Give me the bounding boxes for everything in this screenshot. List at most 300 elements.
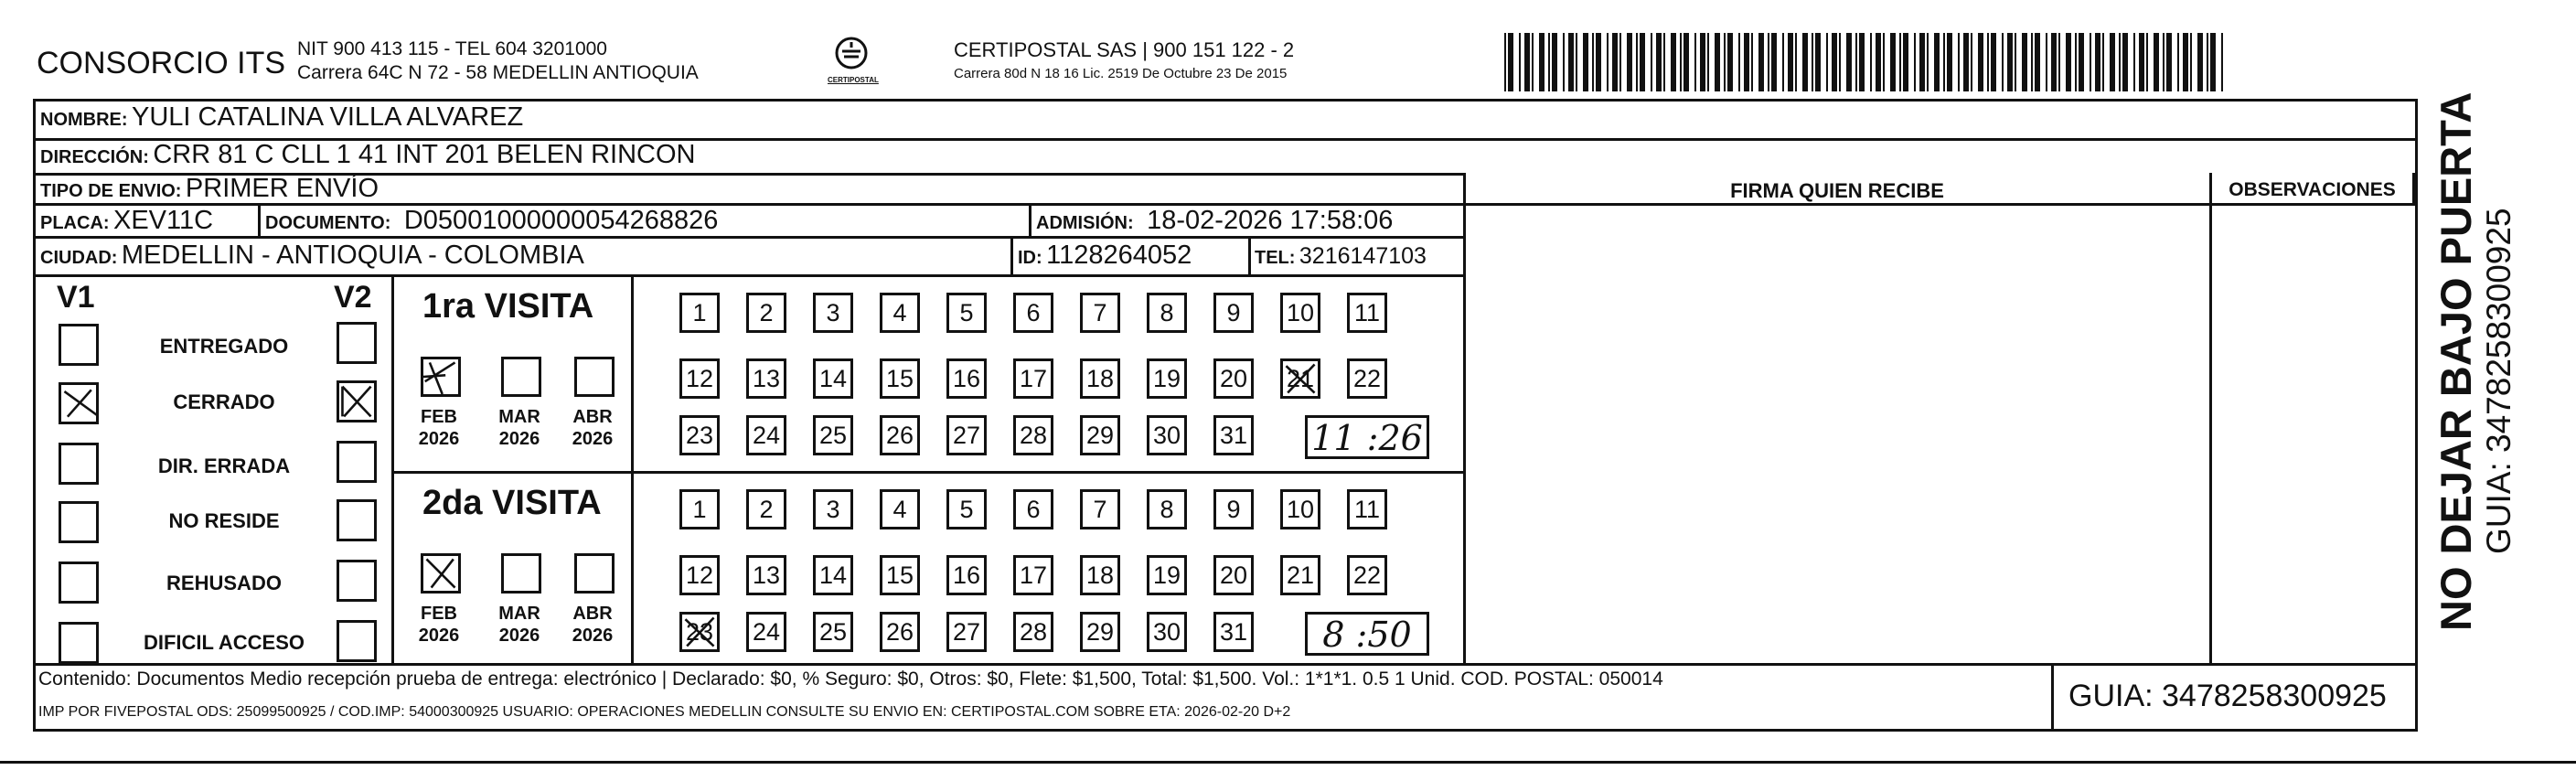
visit-2-day-box[interactable] — [746, 489, 786, 529]
month-year: 2026 — [572, 626, 614, 646]
visit-1-day-box[interactable] — [679, 293, 720, 333]
day-number: 20 — [1219, 561, 1248, 589]
visit-1-day-box[interactable] — [946, 358, 987, 399]
barcode-bar — [1978, 33, 1983, 91]
barcode-bar — [1663, 33, 1665, 91]
barcode-bar — [1612, 33, 1618, 91]
cross-mark-icon — [61, 385, 96, 422]
plate-value: XEV11C — [113, 206, 214, 235]
name-label: NOMBRE: — [40, 110, 128, 130]
barcode-bar — [1943, 33, 1945, 91]
v2-checkbox-dir-errada[interactable] — [337, 441, 377, 483]
v1-checkbox-dir-errada[interactable] — [59, 443, 99, 485]
barcode-bar — [1927, 33, 1929, 91]
barcode-bar — [1683, 33, 1689, 91]
day-number: 18 — [1085, 561, 1115, 589]
day-number: 12 — [685, 561, 714, 589]
barcode-bar — [1890, 33, 1896, 91]
side-guide-number: GUIA: 3478258300925 — [2480, 208, 2517, 554]
visit-1-day-box[interactable] — [1147, 293, 1187, 333]
visit-1-month-checkbox[interactable] — [501, 357, 541, 397]
day-number: 3 — [826, 299, 840, 326]
v2-header: V2 — [334, 280, 372, 315]
address-value: CRR 81 C CLL 1 41 INT 201 BELEN RINCON — [153, 140, 696, 169]
visit-1-day-box[interactable] — [679, 415, 720, 455]
day-number: 19 — [1152, 365, 1181, 392]
barcode-bar — [1619, 33, 1621, 91]
barcode-bar — [1758, 33, 1764, 91]
visit-2-day-box[interactable] — [1013, 489, 1053, 529]
visit-2-day-box[interactable] — [1147, 612, 1187, 652]
visit-2-month-checkbox[interactable] — [421, 553, 461, 594]
barcode-bar — [1815, 33, 1821, 91]
barcode-bar — [1656, 33, 1662, 91]
visit-1-day-box[interactable] — [813, 358, 853, 399]
day-number: 5 — [959, 299, 974, 326]
barcode-bar — [2177, 33, 2179, 91]
visit-1-day-box[interactable] — [880, 293, 920, 333]
visit-1-day-box[interactable] — [1347, 358, 1387, 399]
barcode-bar — [1519, 33, 1521, 91]
day-number: 5 — [959, 496, 974, 523]
day-number: 10 — [1286, 299, 1315, 326]
city-value: MEDELLIN - ANTIOQUIA - COLOMBIA — [121, 241, 584, 270]
carrier-line2: Carrera 80d N 18 16 Lic. 2519 De Octubre 23 De 2015 — [954, 66, 1288, 81]
visit-1-day-box[interactable] — [1013, 293, 1053, 333]
company-info-line2: Carrera 64C N 72 - 58 MEDELLIN ANTIOQUIA — [297, 62, 699, 83]
visit-1-day-box[interactable] — [1080, 293, 1120, 333]
barcode-bar — [1539, 33, 1545, 91]
barcode-bar — [1812, 33, 1813, 91]
barcode-bar — [1583, 33, 1588, 91]
document-label: DOCUMENTO: — [265, 213, 391, 233]
day-number: 14 — [818, 365, 848, 392]
barcode-bar — [2022, 33, 2027, 91]
visit-1-month-label — [563, 406, 622, 450]
barcode — [1504, 33, 2231, 97]
day-number: 19 — [1152, 561, 1181, 589]
barcode-bar — [2166, 33, 2172, 91]
barcode-bar — [2146, 33, 2148, 91]
day-number: 30 — [1152, 618, 1181, 646]
cross-mark-icon — [423, 359, 458, 394]
day-number: 30 — [1152, 422, 1181, 449]
visit-1-month-checkbox[interactable] — [574, 357, 615, 397]
visit-2-month-checkbox[interactable] — [501, 553, 541, 594]
visit-2-day-box[interactable] — [1347, 489, 1387, 529]
v2-checkbox-cerrado[interactable] — [337, 380, 377, 422]
day-number: 24 — [752, 618, 781, 646]
visit-2-day-box[interactable] — [1080, 555, 1120, 595]
barcode-bar — [1671, 33, 1676, 91]
status-option-entregado: ENTREGADO — [159, 335, 289, 358]
day-number: 26 — [885, 618, 914, 646]
visit-1-day-box[interactable] — [1080, 415, 1120, 455]
visit-2-day-box[interactable] — [813, 489, 853, 529]
month-name: FEB — [421, 407, 457, 427]
month-name: ABR — [572, 407, 613, 427]
day-number: 26 — [885, 422, 914, 449]
observations-header: OBSERVACIONES — [2229, 179, 2396, 200]
month-name: MAR — [498, 604, 540, 624]
barcode-bar — [1552, 33, 1557, 91]
v2-checkbox-rehusado[interactable] — [337, 560, 377, 602]
day-number: 11 — [1353, 299, 1381, 326]
barcode-bar — [2210, 33, 2216, 91]
visit-2-day-box[interactable] — [1080, 612, 1120, 652]
barcode-bar — [1987, 33, 1989, 91]
logo-text: CERTIPOSTAL — [828, 76, 879, 84]
barcode-bar — [1802, 33, 1808, 91]
barcode-bar — [2133, 33, 2135, 91]
barcode-bar — [1724, 33, 1726, 91]
barcode-bar — [1508, 33, 1513, 91]
barcode-bar — [1963, 33, 1969, 91]
visit-1-day-box[interactable] — [946, 293, 987, 333]
visit-2-day-box[interactable] — [1147, 489, 1187, 529]
barcode-bar — [1744, 33, 1749, 91]
barcode-bar — [1768, 33, 1769, 91]
barcode-bar — [1504, 33, 1506, 91]
company-name: CONSORCIO ITS — [37, 46, 286, 80]
visit-2-day-box[interactable] — [946, 612, 987, 652]
visit-1-day-box[interactable] — [1213, 415, 1254, 455]
tel-value: 3216147103 — [1299, 243, 1427, 269]
barcode-bar — [1607, 33, 1609, 91]
v2-checkbox-entregado[interactable] — [337, 322, 377, 364]
visit-1-day-box[interactable] — [813, 415, 853, 455]
id-label: ID: — [1018, 248, 1042, 268]
barcode-bar — [1738, 33, 1740, 91]
day-number: 23 — [685, 618, 714, 646]
barcode-bar — [1548, 33, 1550, 91]
day-number: 11 — [1353, 496, 1381, 523]
admission-value: 18-02-2026 17:58:06 — [1147, 206, 1394, 235]
visit-2-day-box[interactable] — [1147, 555, 1187, 595]
day-number: 1 — [692, 496, 707, 523]
day-number: 24 — [752, 422, 781, 449]
address-row — [40, 140, 695, 170]
barcode-bar — [1727, 33, 1733, 91]
barcode-bar — [1826, 33, 1828, 91]
name-value: YULI CATALINA VILLA ALVAREZ — [132, 102, 524, 132]
v1-checkbox-cerrado[interactable] — [59, 382, 99, 424]
visit-2-month-label — [410, 603, 468, 647]
barcode-bar — [2051, 33, 2057, 91]
barcode-bar — [1707, 33, 1709, 91]
visit-2-day-box[interactable] — [946, 555, 987, 595]
document-value: D05001000000054268826 — [403, 206, 719, 235]
visit-2-day-box[interactable] — [1013, 555, 1053, 595]
day-number: 14 — [818, 561, 848, 589]
day-number: 6 — [1026, 299, 1041, 326]
barcode-bar — [1576, 33, 1577, 91]
visit-2-day-box[interactable] — [1213, 612, 1254, 652]
barcode-bar — [1782, 33, 1784, 91]
barcode-bar — [2183, 33, 2188, 91]
plate-label: PLACA: — [40, 213, 110, 233]
barcode-bar — [2190, 33, 2192, 91]
day-number: 21 — [1286, 365, 1315, 392]
visit-2-day-box[interactable] — [946, 489, 987, 529]
visit-2-month-label — [490, 603, 549, 647]
barcode-bar — [2046, 33, 2047, 91]
barcode-bar — [1947, 33, 1952, 91]
visit-2-day-box[interactable] — [1080, 489, 1120, 529]
name-row — [40, 102, 523, 133]
visit-2-time-box[interactable]: 8 :50 — [1305, 612, 1429, 656]
v1-checkbox-no-reside[interactable] — [59, 501, 99, 543]
visit-2-day-box[interactable] — [679, 489, 720, 529]
day-number: 25 — [818, 618, 848, 646]
barcode-bar — [2221, 33, 2223, 91]
v2-checkbox-dificil-acceso[interactable] — [337, 620, 377, 662]
barcode-bar — [1991, 33, 1996, 91]
visit-1-day-box[interactable] — [1147, 358, 1187, 399]
barcode-bar — [2075, 33, 2077, 91]
shipping-label: TIPO DE ENVIO: — [40, 181, 182, 201]
barcode-bar — [1899, 33, 1901, 91]
footer-print-line: IMP POR FIVEPOSTAL ODS: 25099500925 / COD.IMP: 54000300925 USUARIO: OPERACIONES MEDELLIN CONSULTE SU ENVIO EN: CERTIPOSTAL.COM SOBRE ETA: 2026-02-20 D+2 — [38, 704, 1291, 720]
do-not-leave-under-door-warning: NO DEJAR BAJO PUERTA — [2432, 91, 2480, 631]
month-name: ABR — [572, 604, 613, 624]
barcode-bar — [1903, 33, 1908, 91]
visit-2-day-box[interactable] — [679, 555, 720, 595]
barcode-bar — [2066, 33, 2071, 91]
month-name: MAR — [498, 407, 540, 427]
day-number: 18 — [1085, 365, 1115, 392]
visit-1-day-box[interactable] — [813, 293, 853, 333]
barcode-bar — [1700, 33, 1705, 91]
barcode-bar — [1751, 33, 1753, 91]
visit-1-day-box[interactable] — [1347, 293, 1387, 333]
day-number: 8 — [1160, 496, 1174, 523]
visit-1-day-box[interactable] — [1280, 293, 1320, 333]
certipostal-logo — [828, 35, 879, 90]
barcode-bar — [2079, 33, 2084, 91]
visit-1-month-checkbox[interactable] — [421, 357, 461, 397]
barcode-bar — [1636, 33, 1638, 91]
day-number: 27 — [952, 422, 981, 449]
visit-2-day-box[interactable] — [1347, 555, 1387, 595]
visit-1-day-box[interactable] — [746, 415, 786, 455]
day-number: 22 — [1352, 365, 1382, 392]
status-option-rehusado: REHUSADO — [166, 572, 282, 594]
barcode-bar — [1958, 33, 1960, 91]
v1-checkbox-entregado[interactable] — [59, 324, 99, 366]
visit-2-month-label — [563, 603, 622, 647]
visit-2-day-box[interactable] — [746, 612, 786, 652]
visit-2-day-box[interactable] — [813, 612, 853, 652]
day-number: 17 — [1019, 365, 1048, 392]
day-number: 16 — [952, 365, 981, 392]
plate-field — [40, 206, 213, 236]
barcode-bar — [1715, 33, 1720, 91]
visit-1-day-box[interactable] — [880, 415, 920, 455]
logo-icon — [828, 35, 875, 71]
barcode-bar — [1694, 33, 1696, 91]
day-number: 6 — [1026, 496, 1041, 523]
day-number: 7 — [1093, 299, 1107, 326]
barcode-bar — [2139, 33, 2144, 91]
barcode-bar — [1532, 33, 1534, 91]
barcode-bar — [2095, 33, 2100, 91]
barcode-bar — [2035, 33, 2040, 91]
day-number: 29 — [1085, 422, 1115, 449]
barcode-bar — [2015, 33, 2016, 91]
visit-2-day-box[interactable] — [746, 555, 786, 595]
day-number: 2 — [759, 299, 774, 326]
visit-1-day-box[interactable] — [1013, 358, 1053, 399]
barcode-bar — [1883, 33, 1885, 91]
day-number: 28 — [1019, 618, 1048, 646]
day-number: 10 — [1286, 496, 1315, 523]
visit-2-day-box[interactable] — [1213, 555, 1254, 595]
visit-2-day-box[interactable] — [880, 489, 920, 529]
cross-mark-icon — [682, 615, 717, 649]
barcode-bar — [1870, 33, 1872, 91]
barcode-bar — [2119, 33, 2121, 91]
day-number: 20 — [1219, 365, 1248, 392]
barcode-bar — [2154, 33, 2159, 91]
visit-2-day-box[interactable] — [1280, 489, 1320, 529]
barcode-bar — [2007, 33, 2013, 91]
v1-header: V1 — [57, 280, 95, 315]
barcode-bar — [2090, 33, 2091, 91]
month-year: 2026 — [498, 429, 540, 449]
v1-checkbox-dificil-acceso[interactable] — [59, 622, 99, 664]
day-number: 31 — [1219, 618, 1248, 646]
day-number: 17 — [1019, 561, 1048, 589]
day-number: 16 — [952, 561, 981, 589]
tel-label: TEL: — [1255, 248, 1296, 268]
visit-1-time-box[interactable]: 11 :26 — [1305, 415, 1429, 459]
barcode-bar — [2110, 33, 2115, 91]
shipping-row — [40, 174, 379, 204]
day-number: 4 — [893, 496, 907, 523]
footer-guide-number: GUIA: 3478258300925 — [2068, 679, 2387, 713]
barcode-bar — [1839, 33, 1841, 91]
visit-1-day-box[interactable] — [880, 358, 920, 399]
day-number: 25 — [818, 422, 848, 449]
month-year: 2026 — [418, 626, 460, 646]
month-year: 2026 — [572, 429, 614, 449]
barcode-bar — [1876, 33, 1881, 91]
visit-1-day-box[interactable] — [1213, 358, 1254, 399]
barcode-bar — [1855, 33, 1857, 91]
visit-1-day-box[interactable] — [679, 358, 720, 399]
visit-1-day-box[interactable] — [1213, 293, 1254, 333]
month-name: FEB — [421, 604, 457, 624]
visit-1-day-box[interactable] — [946, 415, 987, 455]
visit-2-day-box[interactable] — [880, 555, 920, 595]
v2-checkbox-no-reside[interactable] — [337, 499, 377, 541]
id-value: 1128264052 — [1046, 241, 1192, 270]
barcode-bar — [2102, 33, 2104, 91]
visit-1-day-box[interactable] — [746, 358, 786, 399]
status-option-cerrado: CERRADO — [173, 390, 275, 413]
visit-1-month-label — [410, 406, 468, 450]
visit-1-day-box[interactable] — [1013, 415, 1053, 455]
day-number: 8 — [1160, 299, 1174, 326]
barcode-bar — [1934, 33, 1940, 91]
barcode-bar — [2058, 33, 2060, 91]
day-number: 22 — [1352, 561, 1382, 589]
barcode-bar — [1627, 33, 1632, 91]
visit-1-day-box[interactable] — [1280, 358, 1320, 399]
day-number: 1 — [692, 299, 707, 326]
visit-1-day-box[interactable] — [746, 293, 786, 333]
visit-1-title: 1ra VISITA — [422, 287, 594, 326]
barcode-bar — [2207, 33, 2208, 91]
day-number: 2 — [759, 496, 774, 523]
cross-mark-icon — [423, 556, 458, 591]
barcode-bar — [2163, 33, 2164, 91]
barcode-bar — [1971, 33, 1972, 91]
barcode-bar — [1680, 33, 1682, 91]
barcode-bar — [1596, 33, 1601, 91]
day-number: 29 — [1085, 618, 1115, 646]
barcode-bar — [1846, 33, 1852, 91]
visit-2-day-box[interactable] — [880, 612, 920, 652]
v1-checkbox-rehusado[interactable] — [59, 561, 99, 604]
barcode-bar — [1592, 33, 1594, 91]
visit-2-day-box[interactable] — [1013, 612, 1053, 652]
day-number: 4 — [893, 299, 907, 326]
visit-2-month-checkbox[interactable] — [574, 553, 615, 594]
shipping-value: PRIMER ENVÍO — [185, 174, 379, 203]
day-number: 31 — [1219, 422, 1248, 449]
barcode-bar — [1914, 33, 1916, 91]
day-number: 21 — [1286, 561, 1315, 589]
barcode-bar — [1771, 33, 1777, 91]
visit-2-day-box[interactable] — [813, 555, 853, 595]
barcode-bar — [1640, 33, 1645, 91]
barcode-bar — [2122, 33, 2128, 91]
visit-1-month-label — [490, 406, 549, 450]
company-info-line1: NIT 900 413 115 - TEL 604 3201000 — [297, 38, 607, 59]
admission-field — [1036, 206, 1393, 236]
barcode-bar — [1568, 33, 1574, 91]
day-number: 23 — [685, 422, 714, 449]
city-field — [40, 241, 584, 271]
status-option-dificil-acceso: DIFICIL ACCESO — [143, 631, 305, 654]
footer-content-line: Contenido: Documentos Medio recepción prueba de entrega: electrónico | Declarado: $0, % Seguro: $0, Otros: $0, Flete: $1,500, Total: $1,500. Vol.: 1*1*1. 0.5 1 Unid. COD. POSTAL: 050014 — [38, 668, 1663, 690]
day-number: 28 — [1019, 422, 1048, 449]
admission-label: ADMISIÓN: — [1036, 213, 1134, 233]
day-number: 13 — [752, 561, 781, 589]
barcode-bar — [1795, 33, 1797, 91]
barcode-bar — [1832, 33, 1837, 91]
status-option-no-reside: NO RESIDE — [168, 509, 280, 532]
city-label: CIUDAD: — [40, 248, 118, 268]
day-number: 27 — [952, 618, 981, 646]
day-number: 15 — [885, 561, 914, 589]
visit-1-day-box[interactable] — [1080, 358, 1120, 399]
day-number: 13 — [752, 365, 781, 392]
visit-2-day-box[interactable] — [1213, 489, 1254, 529]
visit-1-day-box[interactable] — [1147, 415, 1187, 455]
barcode-bar — [2031, 33, 2033, 91]
status-option-dir-errada: DIR. ERRADA — [157, 455, 291, 477]
barcode-bar — [2197, 33, 2203, 91]
visit-2-title: 2da VISITA — [422, 484, 602, 522]
visit-2-day-box[interactable] — [1280, 555, 1320, 595]
month-year: 2026 — [418, 429, 460, 449]
address-label: DIRECCIÓN: — [40, 147, 149, 167]
barcode-bar — [1563, 33, 1565, 91]
visit-2-day-box[interactable] — [679, 612, 720, 652]
